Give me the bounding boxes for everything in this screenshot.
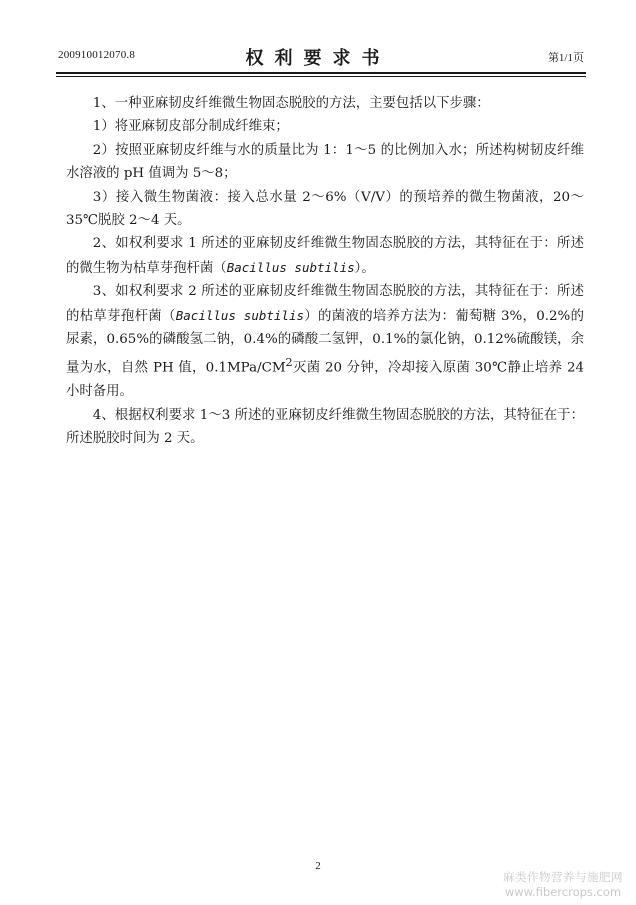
- claim-1-step-3: 3）接入微生物菌液：接入总水量 2～6%（V/V）的预培养的微生物菌液，20～35℃脱胶 2～4 天。: [66, 189, 584, 229]
- claim-1-step-2: 2）按照亚麻韧皮纤维与水的质量比为 1：1～5 的比例加入水；所述构树韧皮纤维水溶液的 pH 值调为 5～8；: [66, 142, 584, 182]
- claim-3-text-b: ）的菌液的培养方法为：葡萄糖 3%，0.2%的尿素，0.65%的磷酸氢二钠，0.4%的磷酸二氢钾，0.1%的氯化钠，0.12%硫酸镁，余量为水，自然 PH 值，0.1MPa/CM: [66, 308, 584, 376]
- claim-2-text-a: 2、如权利要求 1 所述的亚麻韧皮纤维微生物固态脱胶的方法，其特征在于：所述的微生物为枯草芽孢杆菌（: [66, 236, 584, 276]
- page-label: 第1/1页: [547, 52, 584, 64]
- header-rule-thick: [56, 72, 586, 74]
- claims-body: [66, 92, 584, 451]
- claim-3-latin-name: Bacillus subtilis: [175, 307, 305, 323]
- page-number: 2: [315, 860, 321, 872]
- site-watermark: [498, 870, 628, 900]
- claim-4: 4、根据权利要求 1～3 所述的亚麻韧皮纤维微生物固态脱胶的方法，其特征在于：所述脱胶时间为 2 天。: [66, 407, 584, 447]
- claim-1-intro: 1、一种亚麻韧皮纤维微生物固态脱胶的方法，主要包括以下步骤：: [92, 96, 490, 111]
- watermark-url: www.fibercrops.com: [504, 885, 622, 899]
- claim-3: [66, 280, 584, 404]
- document-title: 权利要求书: [245, 48, 391, 69]
- claim-3-text-a: 3、如权利要求 2 所述的亚麻韧皮纤维微生物固态脱胶的方法，其特征在于：所述的枯草芽孢杆菌（: [66, 284, 584, 324]
- claim-3-superscript: 2: [285, 356, 293, 370]
- application-number: 200910012070.8: [58, 49, 136, 61]
- header-rule-thin: [56, 76, 586, 77]
- claim-2: [66, 232, 584, 280]
- claim-2-latin-name: Bacillus subtilis: [226, 259, 355, 275]
- claim-3-text-c: 灭菌 20 分钟，冷却接入原菌 30℃静止培养 24 小时备用。: [66, 360, 584, 400]
- watermark-site-name: 麻类作物营养与施肥网: [503, 870, 623, 884]
- claim-1-step-1: 1）将亚麻韧皮部分制成纤维束；: [92, 119, 289, 135]
- claim-2-text-b: ）。: [354, 260, 375, 276]
